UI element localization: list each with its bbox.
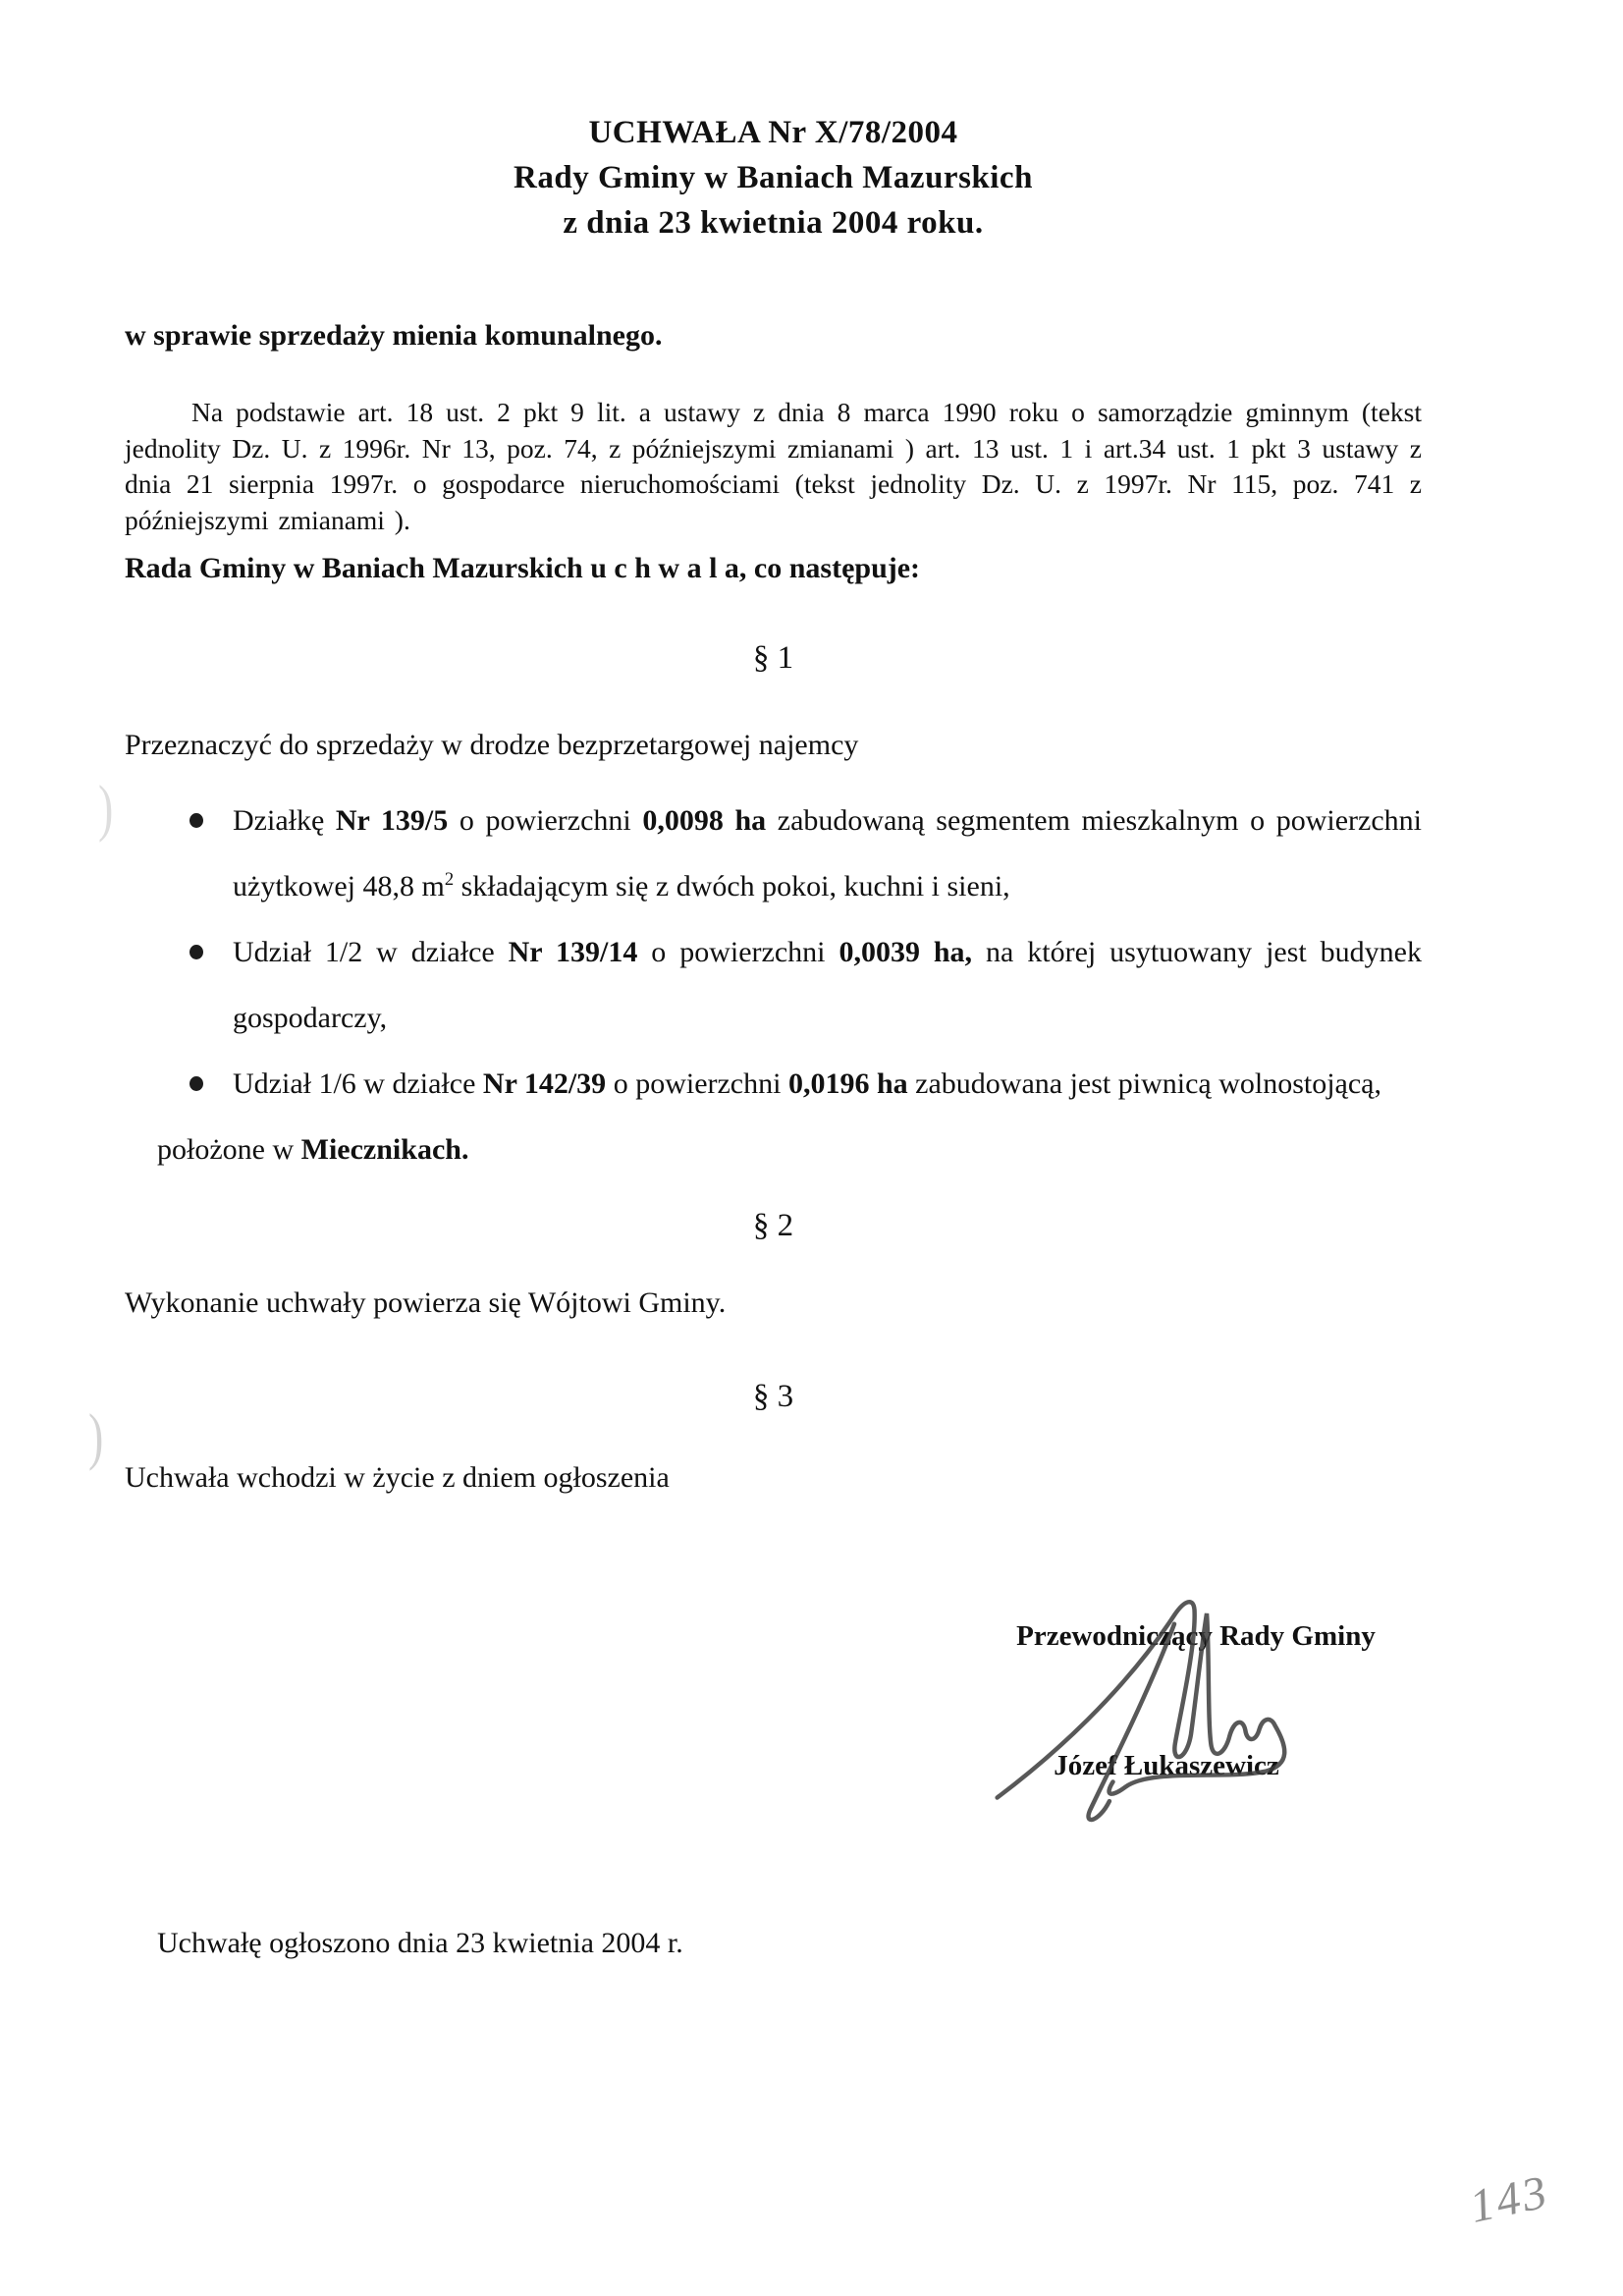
title-line-3: z dnia 23 kwietnia 2004 roku.	[563, 205, 984, 241]
title-line-1: UCHWAŁA Nr X/78/2004	[588, 115, 958, 150]
property-item-1	[125, 788, 1422, 919]
property-item-2-text: Udział 1/2 w działce Nr 139/14 o powierzchni 0,0039 ha, na której usytuowany jest budynek gospodarczy,	[233, 936, 1422, 1034]
property-item-1-text: Działkę Nr 139/5 o powierzchni 0,0098 ha zabudowaną segmentem mieszkalnym o powierzchni użytkowej 48,8 $m^2$ składającym się z dwóch pokoi, kuchni i sieni,	[233, 804, 1422, 902]
handwritten-page-number: 143	[1465, 2165, 1554, 2233]
enacting-clause: Rada Gminy w Baniach Mazurskich u c h w a l a, co następuje:	[125, 552, 921, 584]
section-3-heading: § 3	[752, 1379, 794, 1414]
property-item-2	[125, 919, 1422, 1051]
subject-line: w sprawie sprzedaży mienia komunalnego.	[125, 319, 663, 352]
scan-artifact: )	[88, 1400, 104, 1472]
title-line-2: Rady Gminy w Baniach Mazurskich	[514, 160, 1033, 195]
section-2-body: Wykonanie uchwały powierza się Wójtowi Gminy.	[125, 1286, 727, 1319]
section-2-heading: § 2	[752, 1208, 794, 1243]
signer-role: Przewodniczący Rady Gminy	[1016, 1620, 1376, 1652]
publication-note: Uchwałę ogłoszono dnia 23 kwietnia 2004 r.	[157, 1927, 683, 1959]
legal-basis-paragraph: Na podstawie art. 18 ust. 2 pkt 9 lit. a ustawy z dnia 8 marca 1990 roku o samorządzie gminnym (tekst jednolity Dz. U. z 1996r. Nr 13, poz. 74, z późniejszymi zmianami ) art. 13 ust. 1 i art.34 ust. 1 pkt 3 ustawy z dnia 21 sierpnia 1997r. o gospodarce nieruchomościami (tekst jednolity Dz. U. z 1997r. Nr 115, poz. 741 z późniejszymi zmianami ).	[125, 397, 1422, 535]
section-1-closing: położone w Miecznikach.	[157, 1133, 469, 1166]
document-header	[125, 110, 1422, 246]
section-3-body: Uchwała wchodzi w życie z dniem ogłoszenia	[125, 1461, 670, 1494]
section-1-intro: Przeznaczyć do sprzedaży w drodze bezprzetargowej najemcy	[125, 729, 859, 761]
property-item-3-text: Udział 1/6 w działce Nr 142/39 o powierzchni 0,0196 ha zabudowana jest piwnicą wolnostojącą,	[233, 1067, 1381, 1100]
property-item-3	[125, 1051, 1422, 1117]
property-list	[125, 788, 1422, 1117]
signature-block	[980, 1616, 1412, 1785]
scan-artifact: )	[98, 772, 114, 844]
section-1-heading: § 1	[752, 640, 794, 676]
signer-name: Józef Łukaszewicz	[1054, 1750, 1279, 1781]
